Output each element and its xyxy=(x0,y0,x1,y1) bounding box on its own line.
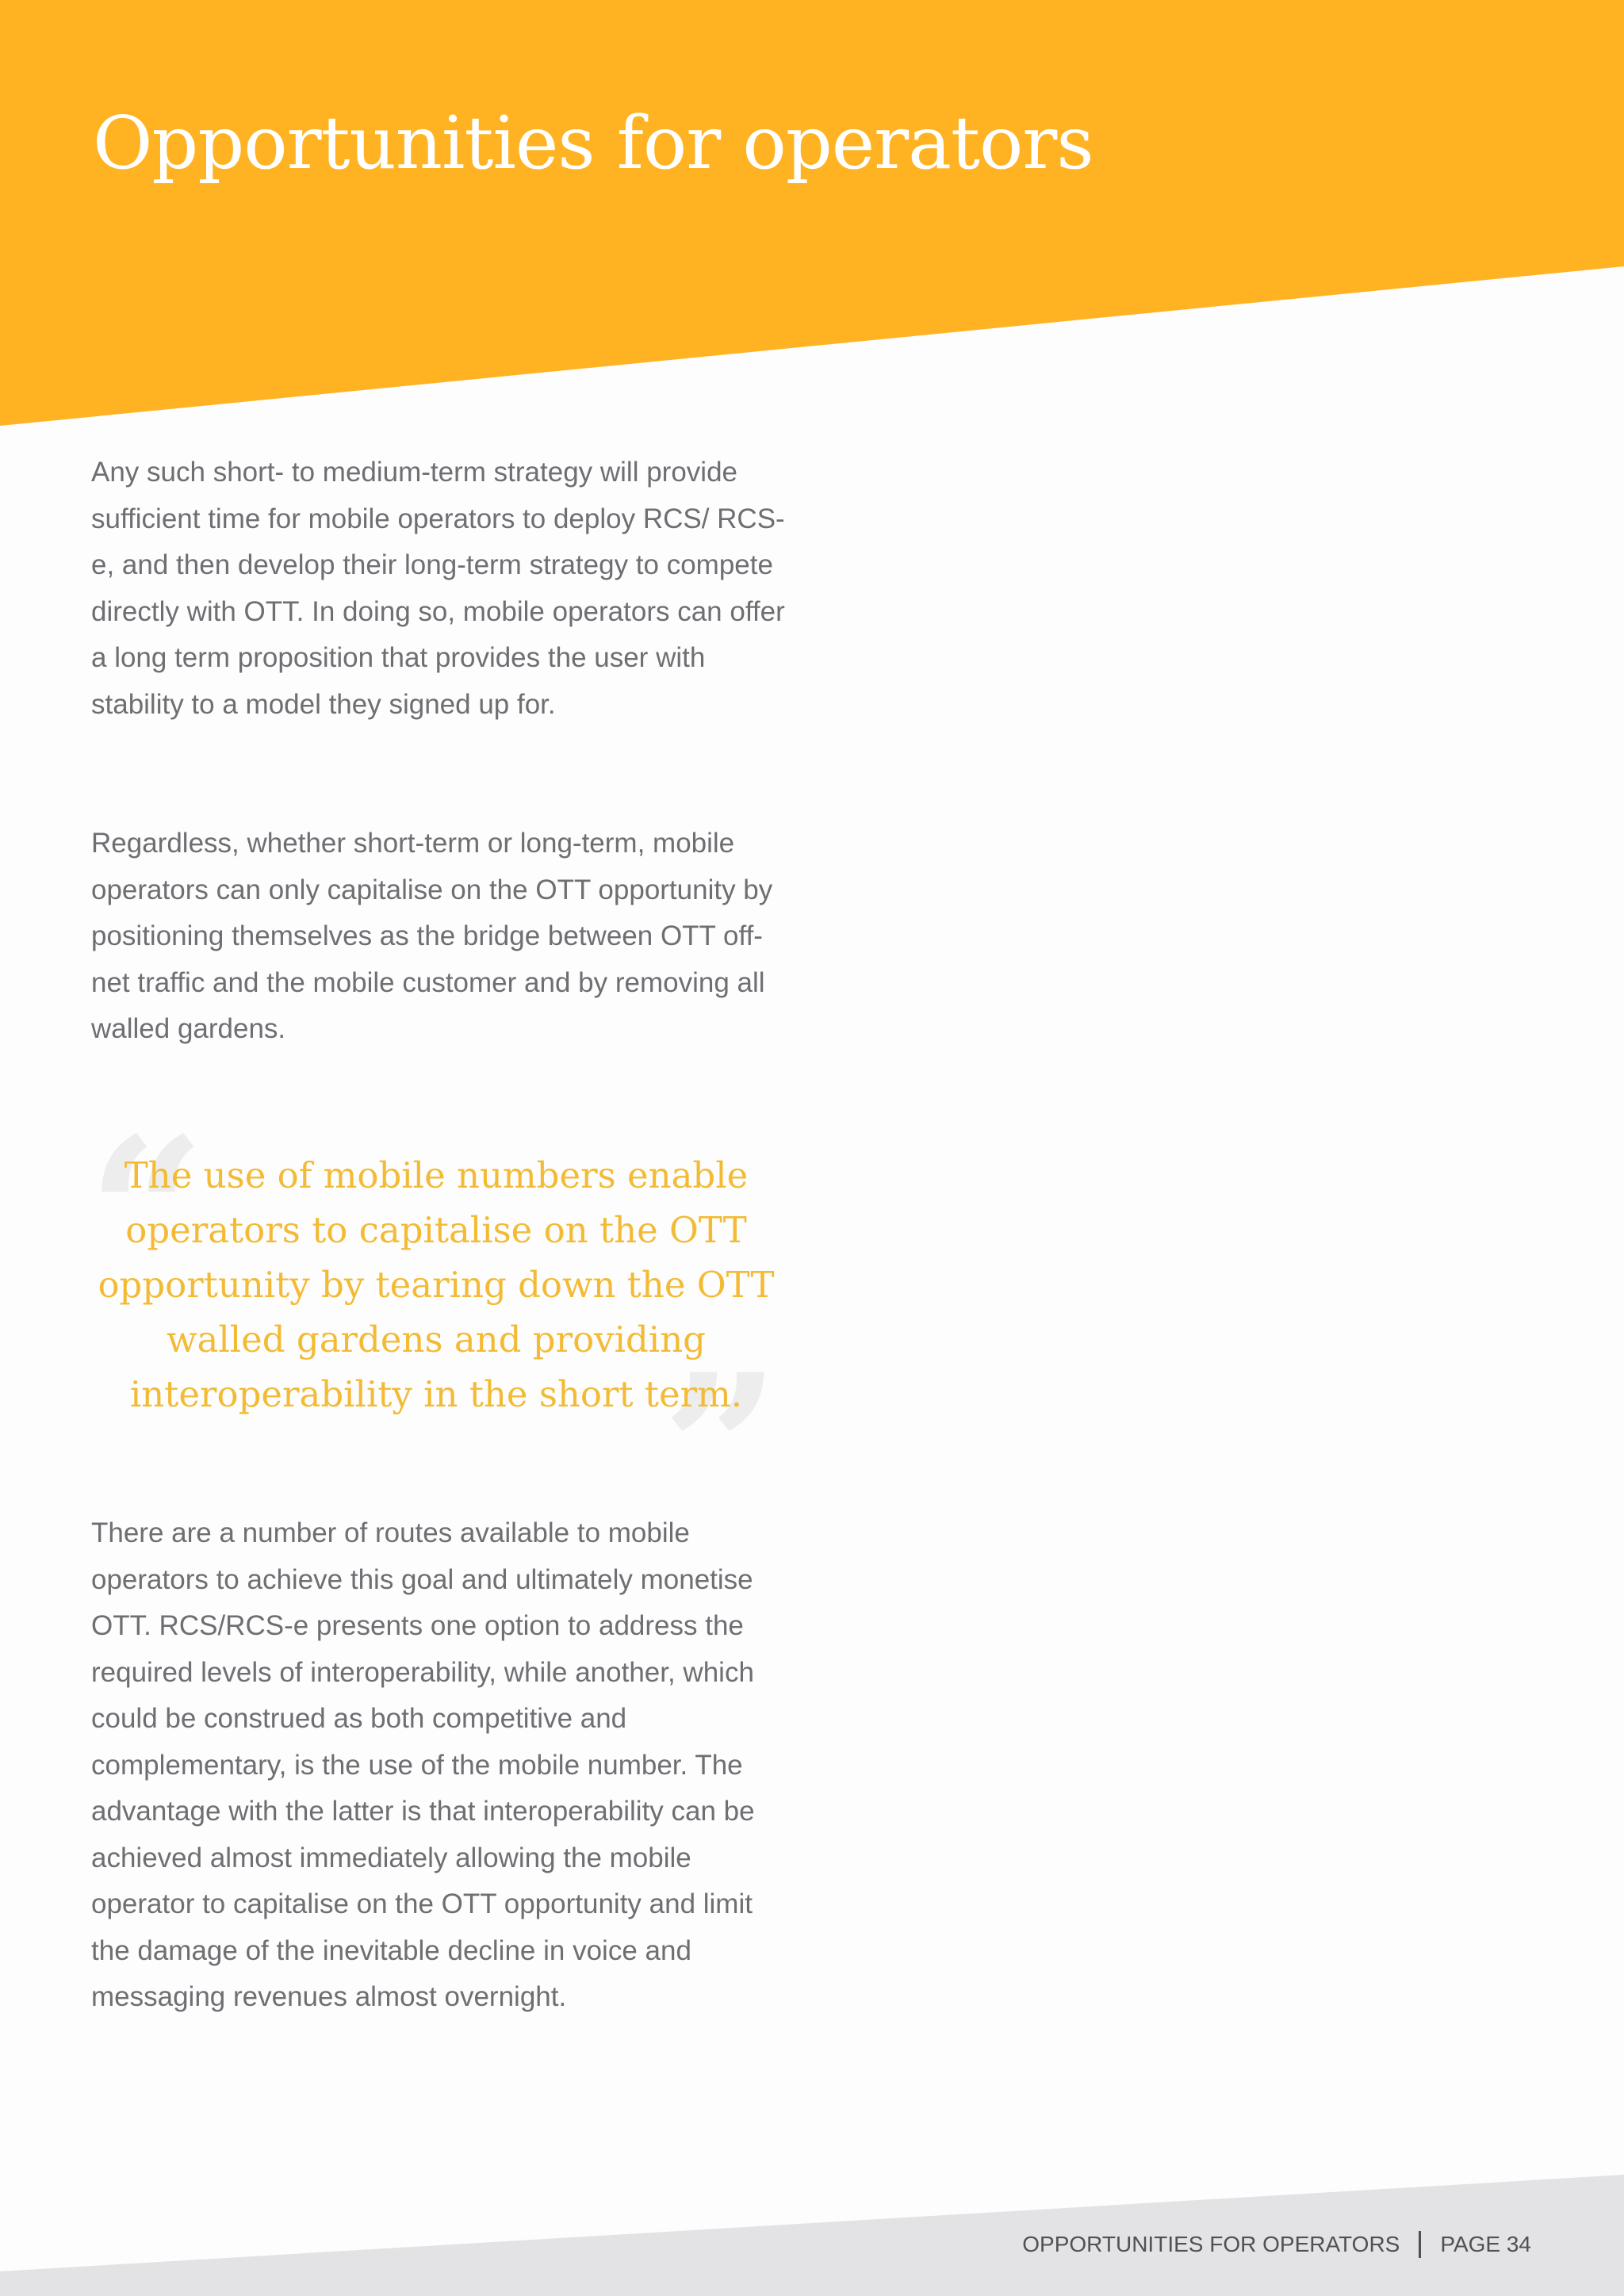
footer-divider xyxy=(1419,2231,1421,2258)
footer-section-label: OPPORTUNITIES FOR OPERATORS xyxy=(1022,2232,1400,2256)
page-footer xyxy=(1022,2231,1531,2258)
page-title: Opportunities for operators xyxy=(93,101,1094,186)
pull-quote xyxy=(87,1093,785,1571)
header-banner xyxy=(0,0,1624,428)
body-paragraph: Any such short- to medium-term strategy will provide sufficient time for mobile operators to deploy RCS/ RCS-e, and then develop their long-term strategy to compete directly with OTT. In doing so, mobile operators can offer a long term proposition that provides the user with stability to a model they signed up for. xyxy=(91,457,785,720)
close-quote-icon: ” xyxy=(661,1330,780,1571)
page-number: PAGE 34 xyxy=(1440,2232,1531,2256)
body-paragraph: Regardless, whether short-term or long-term, mobile operators can only capitalise on the OTT opportunity by positioning themselves as the bridge between OTT off-net traffic and the mobile customer and by removing all walled gardens. xyxy=(91,828,773,1044)
header-banner-shape xyxy=(0,0,1624,426)
pull-quote-text: The use of mobile numbers enable operators to capitalise on the OTT opportunity by tearing down the OTT walled gardens and providing interoperability in the short term. xyxy=(98,1154,775,1415)
open-quote-icon: “ xyxy=(87,1093,206,1335)
body-paragraph: There are a number of routes available to mobile operators to achieve this goal and ultimately monetise OTT. RCS/RCS-e presents one option to address the required levels of interoperability, while another, which could be construed as both competitive and complementary, is the use of the mobile number. The advantage with the latter is that interoperability can be achieved almost immediately allowing the mobile operator to capitalise on the OTT opportunity and limit the damage of the inevitable decline in voice and messaging revenues almost overnight. xyxy=(91,1517,755,2012)
